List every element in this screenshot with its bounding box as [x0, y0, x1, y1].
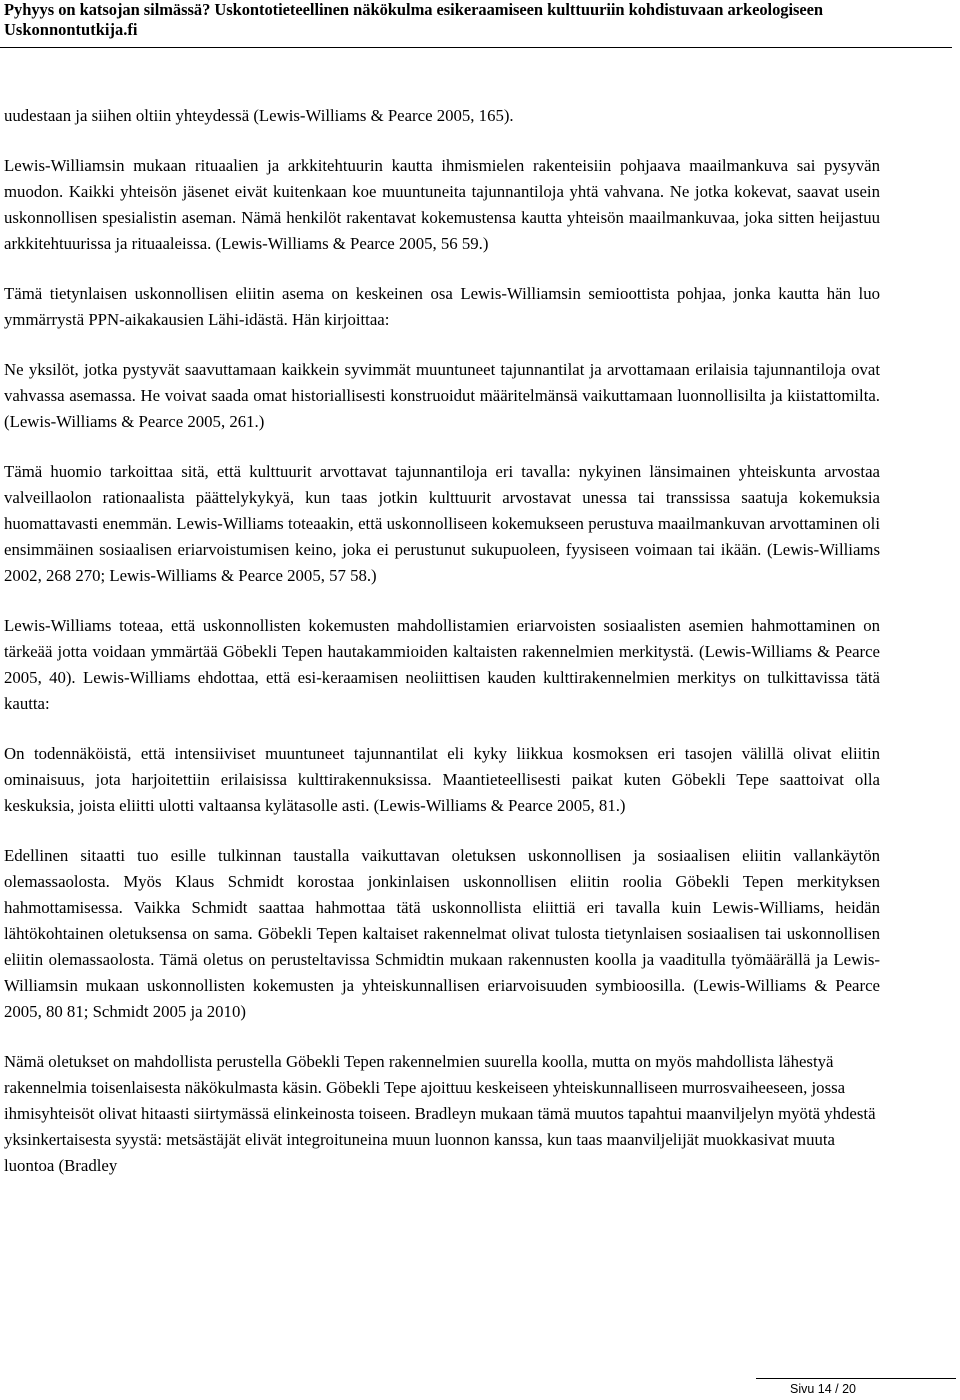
header-divider: [0, 47, 952, 48]
paragraph-7: Nämä oletukset on mahdollista perustella Göbekli Tepen rakennelmien suurella koolla, mutta on myös mahdollista lähestyä rakennelmia toisenlaisesta näkökulmasta käsin. Göbekli Tepe ajoittuu keskeiseen yhteiskunnalliseen murrosvaiheeseen, jossa ihmisyhteisöt olivat hitaasti siirtymässä elinkeinosta toiseen. Bradleyn mukaan tämä muutos tapahtui maanviljelyn myötä yhdestä yksinkertaisesta syystä: metsästäjät elivät integroituneina muun luonnon kanssa, kun taas maanviljelijät muokkasivat muuta luontoa (Bradley: [4, 1052, 876, 1175]
page-number: Sivu 14 / 20: [789, 1382, 856, 1396]
block-quote-2: On todennäköistä, että intensiiviset muuntuneet tajunnantilat eli kyky liikkua kosmoksen eri tasojen välillä olivat eliitin ominaisuus, jota harjoitettiin erilaisissa kulttirakennuksissa. Maantieteellisesti paikat kuten Göbekli Tepe saattoivat olla keskuksia, joista eliitti ulotti valtaansa kylätasolle asti. (Lewis-Williams & Pearce 2005, 81.): [4, 744, 880, 815]
document-body: [4, 103, 880, 1203]
page-header: [4, 0, 956, 41]
site-name: Uskonnontutkija.fi: [4, 20, 138, 39]
paragraph-6: Edellinen sitaatti tuo esille tulkinnan taustalla vaikuttavan oletuksen uskonnollisen ja sosiaalisen eliitin vallankäytön olemassaolosta. Myös Klaus Schmidt korostaa jonkinlaisen uskonnollisen eliitin roolia Göbekli Tepen merkityksen hahmottamisessa. Vaikka Schmidt saattaa hahmottaa tätä uskonnollista eliittiä eri tavalla kuin Lewis-Williams, heidän lähtökohtainen oletuksensa on sama. Göbekli Tepen kaltaiset rakennelmat olivat tulosta tietynlaisen sosiaalisen tai uskonnollisen eliitin olemassaolosta. Tämä oletus on perusteltavissa Schmidtin mukaan rakennusten koolla ja vaaditulla työmäärällä ja Lewis-Williamsin mukaan uskonnollisten kokemusten ja yhteiskunnallisen eriarvoisuuden symbioosilla. (Lewis-Williams & Pearce 2005, 80 81; Schmidt 2005 ja 2010): [4, 846, 880, 1021]
paragraph-5: Lewis-Williams toteaa, että uskonnollisten kokemusten mahdollistamien eriarvoisten sosiaalisten asemien hahmottaminen on tärkeää jotta voidaan ymmärtää Göbekli Tepen hautakammioiden kaltaisten rakennelmien merkitystä. (Lewis-Williams & Pearce 2005, 40). Lewis-Williams ehdottaa, että esi-keraamisen neoliittisen kauden kulttirakennelmien merkitys on tulkittavissa tätä kautta:: [4, 616, 880, 713]
paragraph-4: Tämä huomio tarkoittaa sitä, että kulttuurit arvottavat tajunnantiloja eri tavalla: nykyinen länsimainen yhteiskunta arvostaa valveillaolon rationaalista päättelykykyä, kun taas jotkin kulttuurit arvostavat unessa tai transsissa saatuja kokemuksia huomattavasti enemmän. Lewis-Williams toteaakin, että uskonnolliseen kokemukseen perustuva maailmankuvan arvottaminen oli ensimmäinen sosiaalisen eriarvoistumisen keino, joka ei perustunut sukupuoleen, fyysiseen voimaan tai ikään. (Lewis-Williams 2002, 268 270; Lewis-Williams & Pearce 2005, 57 58.): [4, 462, 880, 585]
document-title: Pyhyys on katsojan silmässä? Uskontotieteellinen näkökulma esikeraamiseen kulttuuriin kohdistuvaan arkeologiseen: [4, 0, 824, 19]
paragraph-2: Lewis-Williamsin mukaan rituaalien ja arkkitehtuurin kautta ihmismielen rakenteisiin pohjaava maailmankuva sai pysyvän muodon. Kaikki yhteisön jäsenet eivät kuitenkaan koe muuntuneita tajunnantiloja yhtä vahvana. Ne jotka kokevat, saavat usein uskonnollisen spesialistin aseman. Nämä henkilöt rakentavat kokemustensa kautta yhteisön maailmankuvaa, joka sitten heijastuu arkkitehtuurissa ja rituaaleissa. (Lewis-Williams & Pearce 2005, 56 59.): [4, 156, 880, 253]
footer-divider: [756, 1378, 956, 1379]
paragraph-1: uudestaan ja siihen oltiin yhteydessä (Lewis-Williams & Pearce 2005, 165).: [4, 106, 514, 125]
block-quote-1: Ne yksilöt, jotka pystyvät saavuttamaan kaikkein syvimmät muuntuneet tajunnantilat ja arvottamaan erilaisia tajunnantiloja ovat vahvassa asemassa. He voivat saada omat historiallisesti konstruoidut määritelmänsä vaikuttamaan luonnollisilta ja kiistattomilta. (Lewis-Williams & Pearce 2005, 261.): [4, 360, 880, 431]
paragraph-3: Tämä tietynlaisen uskonnollisen eliitin asema on keskeinen osa Lewis-Williamsin semioottista pohjaa, jonka kautta hän luo ymmärrystä PPN-aikakausien Lähi-idästä. Hän kirjoittaa:: [4, 284, 880, 329]
